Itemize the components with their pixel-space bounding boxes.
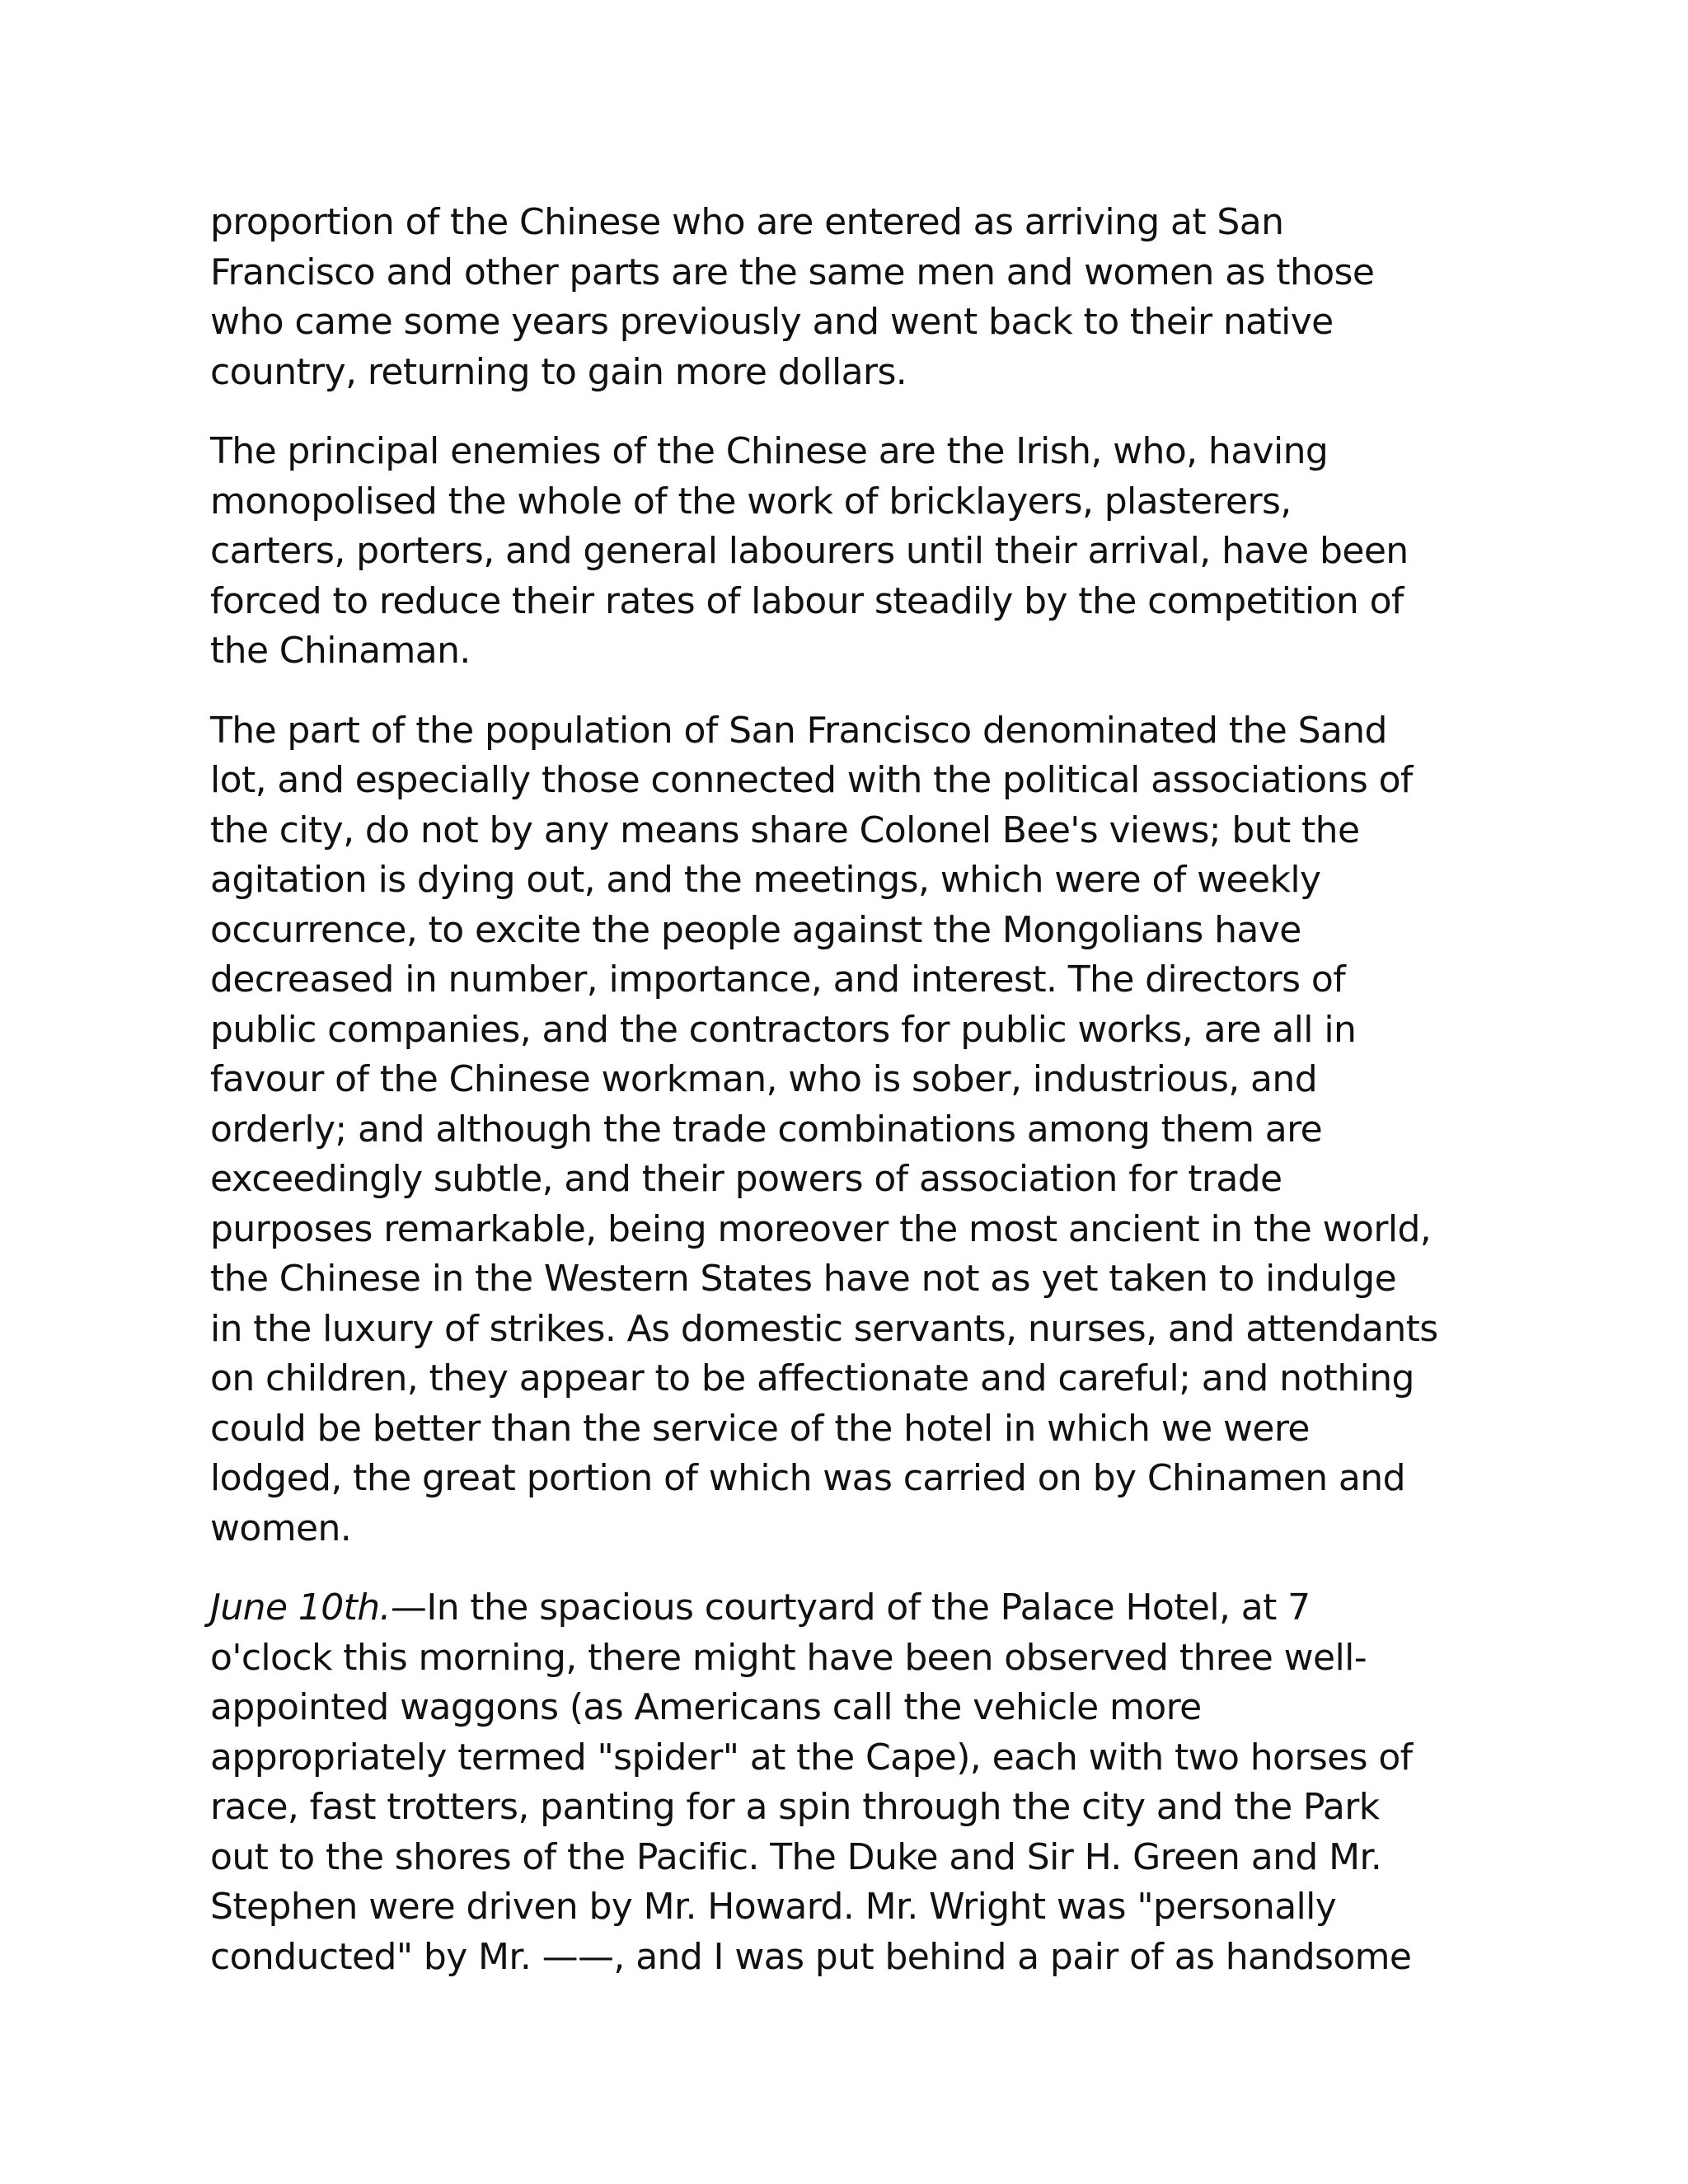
text-line: agitation is dying out, and the meetings, which were of weekly (210, 859, 1321, 901)
text-line: orderly; and although the trade combinations among them are (210, 1108, 1323, 1151)
text-line: the city, do not by any means share Colonel Bee's views; but the (210, 808, 1360, 851)
date-heading: June 10th. (210, 1586, 391, 1629)
text-line: appropriately termed "spider" at the Cape), each with two horses of (210, 1736, 1413, 1779)
paragraph-4 (210, 1583, 1492, 1982)
paragraph-2 (210, 427, 1492, 677)
text-line: The principal enemies of the Chinese are the Irish, who, having (210, 430, 1329, 472)
page-text (210, 198, 1492, 1982)
text-line-rest: —In the spacious courtyard of the Palace Hotel, at 7 (390, 1586, 1311, 1629)
text-line: decreased in number, importance, and interest. The directors of (210, 958, 1346, 1001)
text-line: proportion of the Chinese who are entered as arriving at San (210, 201, 1284, 243)
text-line: could be better than the service of the hotel in which we were (210, 1407, 1310, 1450)
text-line: Stephen were driven by Mr. Howard. Mr. Wright was "personally (210, 1886, 1337, 1928)
text-line: occurrence, to excite the people against the Mongolians have (210, 908, 1301, 951)
text-line: carters, porters, and general labourers until their arrival, have been (210, 530, 1409, 572)
paragraph-1 (210, 198, 1492, 397)
text-line: favour of the Chinese workman, who is sober, industrious, and (210, 1058, 1318, 1100)
text-line: o'clock this morning, there might have been observed three well- (210, 1636, 1367, 1679)
text-line: appointed waggons (as Americans call the vehicle more (210, 1686, 1202, 1728)
text-line: out to the shores of the Pacific. The Duke and Sir H. Green and Mr. (210, 1835, 1382, 1878)
text-line: Francisco and other parts are the same men and women as those (210, 251, 1375, 293)
text-line: the Chinese in the Western States have not as yet taken to indulge (210, 1258, 1397, 1300)
text-line (210, 1583, 1492, 1633)
text-line: The part of the population of San Francisco denominated the Sand (210, 709, 1387, 752)
text-line: who came some years previously and went back to their native (210, 301, 1334, 343)
text-line: forced to reduce their rates of labour steadily by the competition of (210, 579, 1404, 622)
text-line: purposes remarkable, being moreover the most ancient in the world, (210, 1207, 1432, 1250)
text-line: conducted" by Mr. ——, and I was put behind a pair of as handsome (210, 1935, 1412, 1978)
text-line: women. (210, 1507, 352, 1549)
text-line: country, returning to gain more dollars. (210, 350, 907, 393)
text-line: race, fast trotters, panting for a spin through the city and the Park (210, 1786, 1380, 1828)
paragraph-3 (210, 706, 1492, 1554)
text-line: the Chinaman. (210, 630, 471, 672)
text-line: lot, and especially those connected with the political associations of (210, 759, 1413, 801)
text-line: monopolised the whole of the work of bricklayers, plasterers, (210, 480, 1292, 523)
text-line: public companies, and the contractors for public works, are all in (210, 1008, 1357, 1051)
text-line: on children, they appear to be affectionate and careful; and nothing (210, 1357, 1414, 1399)
text-line: lodged, the great portion of which was carried on by Chinamen and (210, 1457, 1405, 1499)
text-line: in the luxury of strikes. As domestic servants, nurses, and attendants (210, 1307, 1438, 1350)
text-line: exceedingly subtle, and their powers of association for trade (210, 1158, 1282, 1200)
